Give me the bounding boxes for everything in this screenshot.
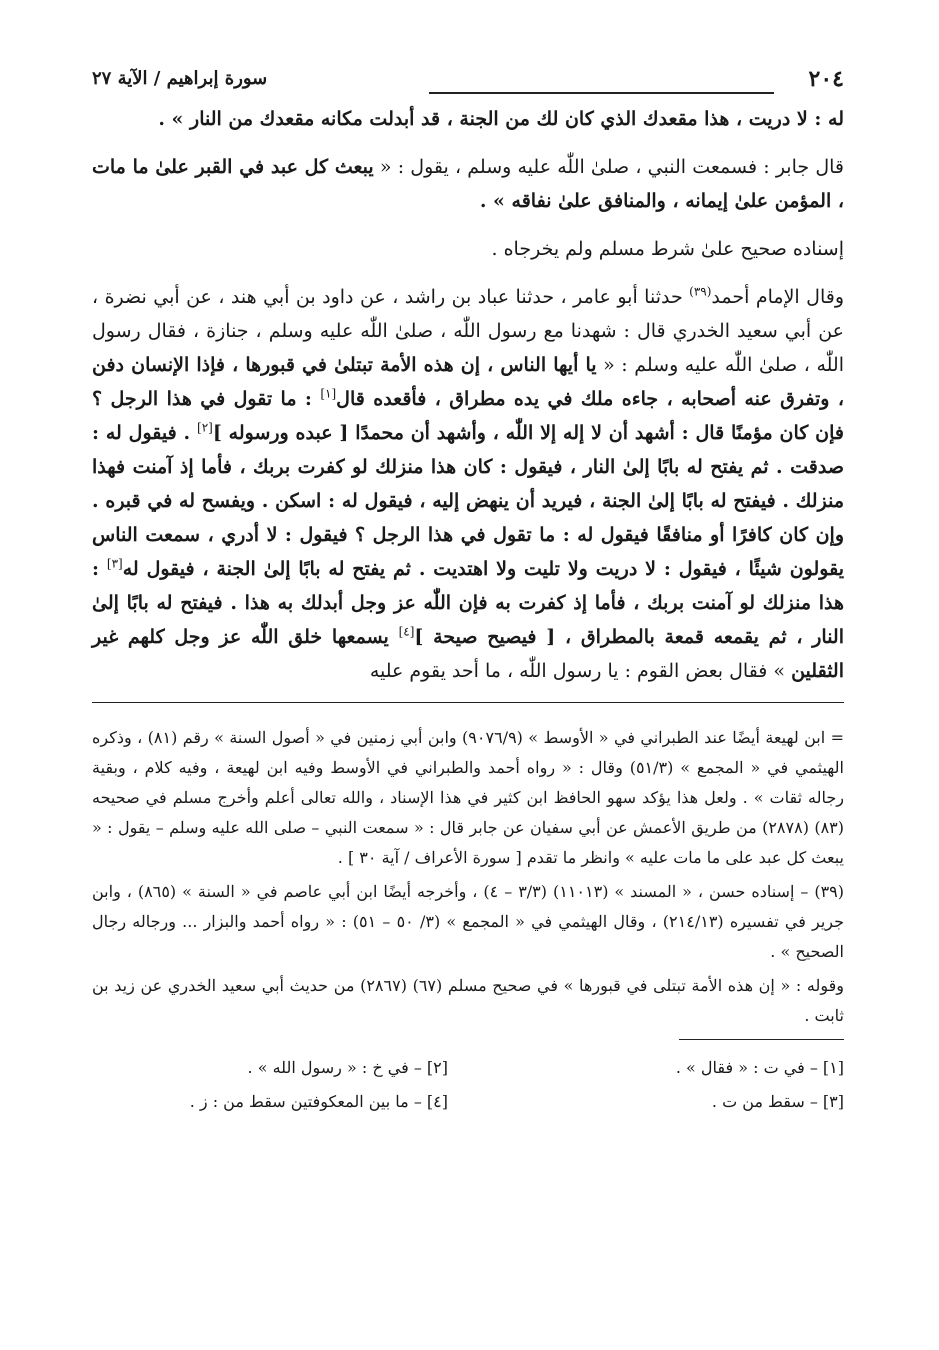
- paragraph-2-intro: قال جابر : فسمعت النبي ، صلىٰ اللّٰه عليه وسلم ، يقول : «: [379, 156, 844, 178]
- paragraph-3: إسناده صحيح علىٰ شرط مسلم ولم يخرجاه .: [491, 238, 844, 260]
- page: [92, 58, 844, 1116]
- p4-b: حدثنا أبو عامر ، حدثنا عباد بن راشد ، عن داود بن أبي هند ، عن أبي نضرة ، عن أبي سعيد الخدري قال : شهدنا مع رسول اللّٰه ، صلىٰ اللّٰه عليه وسلم ، جنازة ، فقال رسول اللّٰه ، صلىٰ اللّٰه عليه وسلم : «: [92, 286, 844, 376]
- footnote-continued: = ابن لهيعة أيضًا عند الطبراني في « الأوسط » (٩٠٧٦/٩) وابن أبي زمنين في « أصول السنة » رقم (٨١) ، وذكره الهيثمي في « المجمع » (٥١/٣) وقال : « رواه أحمد والطبراني في الأوسط وفيه ابن لهيعة ، وفيه كلام ، وبقية رجاله ثقات » . ولعل هذا يؤكد سهو الحافظ ابن كثير في هذا الإسناد ، والله تعالى أعلم وأخرج مسلم في صحيحه (٨٣) (٢٨٧٨) من طريق الأعمش عن أبي سفيان عن جابر قال : « سمعت النبي – صلى الله عليه وسلم – يقول : « يبعث كل عبد على ما مات عليه » وانظر ما تقدم [ سورة الأعراف / آية ٣٠ ] .: [92, 728, 845, 867]
- variant-4: [٤] – ما بين المعكوفتين سقط من : ز .: [189, 1092, 448, 1111]
- page-number: ٢٠٤: [808, 66, 844, 92]
- variant-notes: [92, 1054, 844, 1116]
- footnote-separator: [92, 702, 844, 703]
- variant-ref-3: [٣]: [106, 556, 123, 571]
- variants-separator: [679, 1039, 844, 1040]
- page-header: [92, 58, 844, 102]
- p4-h: » فقال بعض القوم : يا رسول اللّٰه ، ما أحد يقوم عليه: [369, 660, 792, 682]
- p4-c: يا أيها الناس ، إن هذه الأمة تبتلىٰ في قبورها ، فإذا الإنسان دفن ، وتفرق عنه أصحابه ، جاءه ملك في يده مطراق ، فأقعده قال: [92, 354, 844, 410]
- surah-title: سورة إبراهيم / الآية ٢٧: [92, 68, 268, 89]
- main-text: [92, 102, 844, 688]
- variant-ref-1: [١]: [320, 386, 337, 401]
- p4-g: يسمعها خلق اللّٰه عز وجل كلهم غير الثقلين: [92, 626, 844, 682]
- header-rule: [429, 92, 774, 94]
- p4-a: وقال الإمام أحمد: [711, 286, 844, 308]
- variant-1: [١] – في ت : « فقال » .: [675, 1058, 844, 1077]
- footnotes: [92, 723, 844, 1031]
- p4-e: . فيقول له : صدقت . ثم يفتح له بابًا إلىٰ النار ، فيقول : كان هذا منزلك لو كفرت بربك ، فأما إذ آمنت فهذا منزلك . فيفتح له بابًا إلىٰ الجنة ، فيريد أن ينهض إليه ، فيقول له : اسكن . ويفسح له في قبره . وإن كان كافرًا أو منافقًا فيقول له : ما تقول في هذا الرجل ؟ فيقول : لا أدري ، سمعت الناس يقولون شيئًا ، فيقول : لا دريت ولا تليت ولا اهتديت . ثم يفتح له بابًا إلىٰ الجنة ، فيقول له: [92, 422, 844, 580]
- variant-ref-2: [٢]: [197, 420, 213, 435]
- paragraph-1: له : لا دريت ، هذا مقعدك الذي كان لك من الجنة ، قد أبدلت مكانه مقعدك من النار » .: [158, 108, 844, 130]
- footnote-39: (٣٩) – إسناده حسن ، « المسند » (١١٠١٣) (٣/٣ – ٤) ، وأخرجه أيضًا ابن أبي عاصم في « السنة » (٨٦٥) ، وابن جرير في تفسيره (٢١٤/١٣) ، وقال الهيثمي في « المجمع » (٣/ ٥٠ – ٥١) : « رواه أحمد والبزار ... ورجاله رجال الصحيح » .: [92, 882, 845, 961]
- paragraph-4: [92, 280, 844, 688]
- footnote-39-extra: وقوله : « إن هذه الأمة تبتلى في قبورها » في صحيح مسلم (٦٧) (٢٨٦٧) من حديث أبي سعيد الخدري عن زيد بن ثابت .: [92, 976, 845, 1025]
- paragraph-2-hadith: يبعث كل عبد في القبر علىٰ ما مات ، المؤمن علىٰ إيمانه ، والمنافق علىٰ نفاقه » .: [92, 156, 844, 212]
- variant-ref-4: [٤]: [398, 624, 415, 639]
- variant-3: [٣] – سقط من ت .: [711, 1092, 844, 1111]
- paragraph-2: [92, 150, 844, 218]
- p4-f: : هذا منزلك لو آمنت بربك ، فأما إذ كفرت به فإن اللّٰه عز وجل أبدلك به هذا . فيفتح له بابًا إلىٰ النار ، ثم يقمعه قمعة بالمطراق ، [ فيصيح صيحة ]: [92, 558, 845, 648]
- footnote-ref-39: (٣٩): [689, 284, 712, 299]
- p4-d: : ما تقول في هذا الرجل ؟ فإن كان مؤمنًا قال : أشهد أن لا إله إلا اللّٰه ، وأشهد أن محمدًا [ عبده ورسوله ]: [92, 388, 844, 444]
- variant-2: [٢] – في خ : « رسول الله » .: [247, 1058, 448, 1077]
